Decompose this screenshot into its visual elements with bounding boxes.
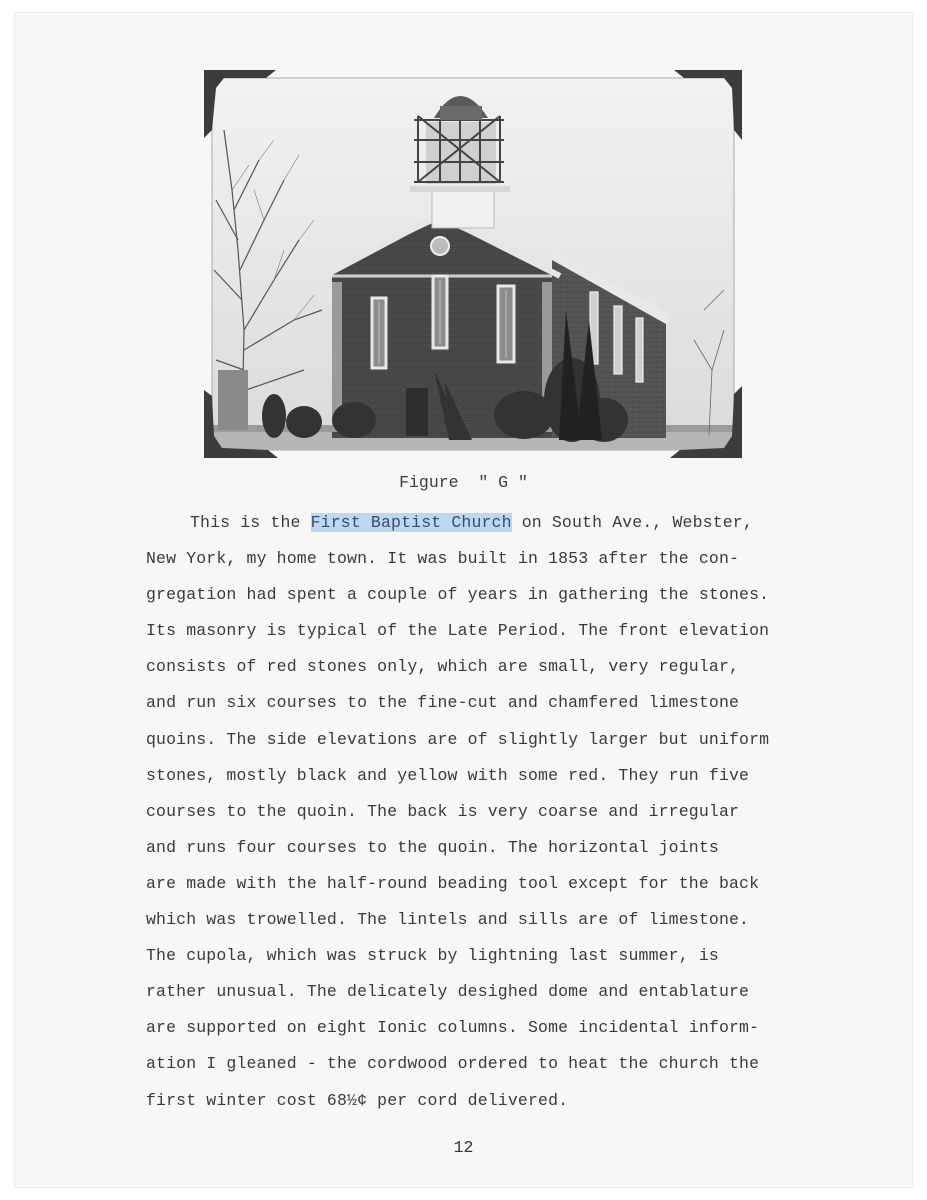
text-line: [146, 505, 769, 541]
text-line: Its masonry is typical of the Late Period. The front elevation: [146, 621, 770, 641]
text-line: quoins. The side elevations are of slightly larger but uniform: [146, 729, 770, 749]
text-line: New York, my home town. It was built in 1853 after the con-: [146, 549, 740, 569]
text-line: gregation had spent a couple of years in gathering the stones.: [146, 585, 770, 605]
text-line: courses to the quoin. The back is very coarse and irregular: [146, 801, 740, 821]
text-line: are made with the half-round beading tool except for the back: [146, 873, 760, 893]
text-line: stones, mostly black and yellow with some red. They run five: [146, 765, 750, 785]
text-line: rather unusual. The delicately desighed dome and entablature: [146, 982, 750, 1002]
text-line: ation I gleaned - the cordwood ordered to heat the church the: [146, 1054, 760, 1074]
text-line: and run six courses to the fine-cut and chamfered limestone: [146, 693, 740, 713]
text-run: on South Ave., Webster,: [511, 513, 753, 532]
body-text: [146, 505, 769, 1119]
text-line: and runs four courses to the quoin. The horizontal joints: [146, 837, 719, 857]
page-number: 12: [453, 1138, 474, 1157]
text-run: This is the: [190, 513, 311, 532]
text-line: which was trowelled. The lintels and sills are of limestone.: [146, 910, 750, 930]
highlighted-text[interactable]: First Baptist Church: [310, 513, 512, 532]
text-line: are supported on eight Ionic columns. Some incidental inform-: [146, 1018, 760, 1038]
church-photograph: [204, 70, 742, 458]
figure-caption: Figure " G ": [399, 473, 528, 492]
text-line: first winter cost 68½¢ per cord delivered.: [146, 1090, 569, 1110]
text-line: The cupola, which was struck by lightning last summer, is: [146, 946, 719, 966]
text-line: consists of red stones only, which are small, very regular,: [146, 657, 740, 677]
